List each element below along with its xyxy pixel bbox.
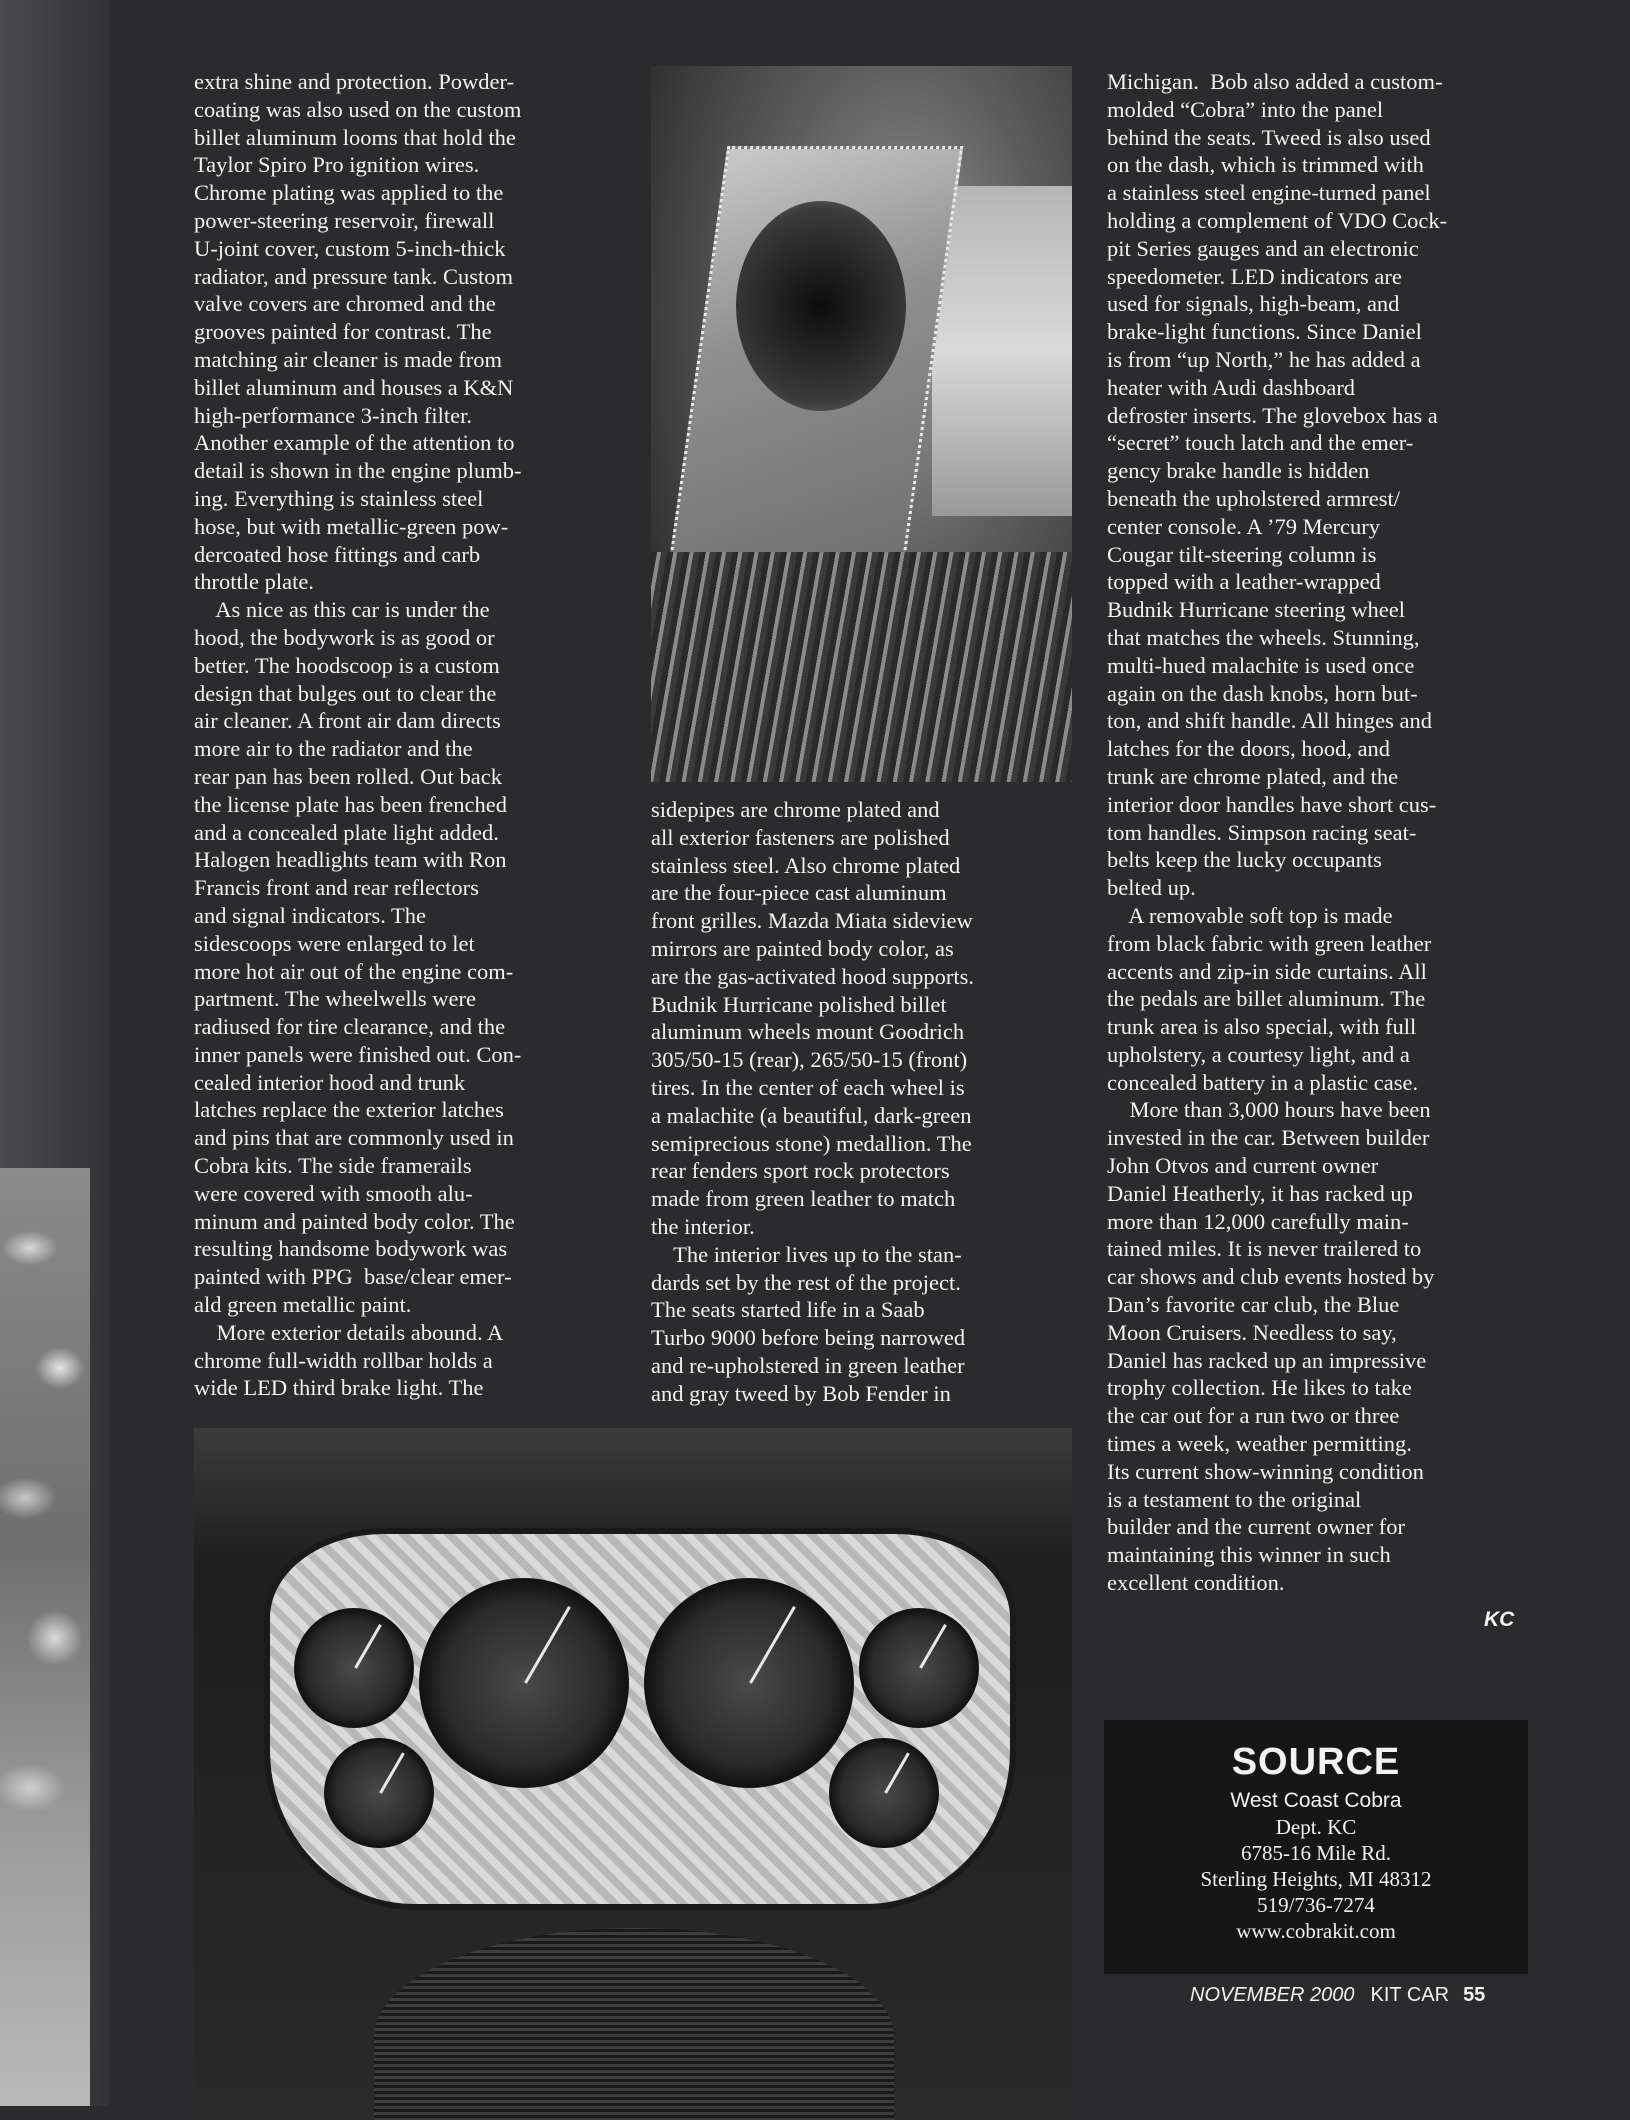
source-phone: 519/736-7274: [1257, 1893, 1375, 1917]
speaker-grille: [374, 1928, 894, 2120]
source-sidebar: [1104, 1720, 1528, 1974]
article-end-mark: KC: [1484, 1608, 1515, 1631]
source-web: www.cobrakit.com: [1236, 1919, 1396, 1943]
engine-hood-photo: [651, 66, 1072, 782]
water-temp-gauge-icon: [829, 1738, 939, 1848]
oil-pressure-gauge-icon: [859, 1608, 979, 1728]
source-city: Sterling Heights, MI 48312: [1200, 1867, 1432, 1891]
engine-bay: [651, 552, 1072, 782]
article-column-middle: sidepipes are chrome plated and all exterior fasteners are polished stainless steel. Also chrome plated are the four-piece cast aluminum front grilles. Mazda Miata sideview mirrors are painted body color, as are the gas-activated hood supports. Budnik Hurricane polished billet aluminum wheels mount Goodrich 305/50-15 (rear), 265/50-15 (front) tires. In the center of each wheel is a malachite (a beautiful, dark-green semiprecious stone) medallion. The rear fenders sport rock protectors made from green leather to match the interior. The interior lives up to the stan- dards set by the rest of the project. The seats started life in a Saab Turbo 9000 before being narrowed and re-upholstered in green leather and gray tweed by Bob Fender in: [651, 797, 975, 1406]
article-column-right: Michigan. Bob also added a custom- molded “Cobra” into the panel behind the seats. Tweed is also used on the dash, which is trimmed with a stainless steel engine-turned panel holding a complement of VDO Cock- pit Series gauges and an electronic speedometer. LED indicators are used for signals, high-beam, and brake-light functions. Since Daniel is from “up North,” he has added a heater with Audi dashboard defroster inserts. The glovebox has a “secret” touch latch and the emer- gency brake handle is hidden beneath the upholstered armrest/ center console. A ’79 Mercury Cougar tilt-steering column is topped with a leather-wrapped Budnik Hurricane steering wheel that matches the wheels. Stunning, multi-hued malachite is used once again on the dash knobs, horn but- ton, and shift handle. All hinges and latches for the doors, hood, and trunk are chrome plated, and the interior door handles have short cus- tom handles. Simpson racing seat- belts keep the lucky occupants belted up. A removable soft top is made from black fabric with green leather accents and zip-in side curtains. All the pedals are billet aluminum. The trunk area is also special, with full upholstery, a courtesy light, and a concealed battery in a plastic case. More than 3,000 hours have been invested in the car. Between builder John Otvos and current owner Daniel Heatherly, it has racked up more than 12,000 carefully main- tained miles. It is never trailered to car shows and club events hosted by Dan’s favorite car club, the Blue Moon Cruisers. Needless to say, Daniel has racked up an impressive trophy collection. He likes to take the car out for a run two or three times a week, weather permitting. Its current show-winning condition is a testament to the original builder and the current owner for maintaining this winner in such excellent condition.: [1107, 69, 1448, 1596]
footer-magazine: KIT CAR: [1370, 1984, 1450, 2006]
footer-issue: NOVEMBER 2000: [1190, 1984, 1355, 2006]
dashboard-photo: [194, 1428, 1072, 2120]
tachometer-icon: [644, 1578, 854, 1788]
hood-scoop: [736, 201, 906, 411]
source-title: SOURCE: [1231, 1741, 1401, 1783]
page-footer: [1190, 1984, 1485, 2007]
article-column-left: extra shine and protection. Powder- coating was also used on the custom billet aluminum looms that hold the Taylor Spiro Pro ignition wires. Chrome plating was applied to the power-steering reservoir, firewall U-joint cover, custom 5-inch-thick radiator, and pressure tank. Custom valve covers are chromed and the grooves painted for contrast. The matching air cleaner is made from billet aluminum and houses a K&N high-performance 3-inch filter. Another example of the attention to detail is shown in the engine plumb- ing. Everything is stainless steel hose, but with metallic-green pow- dercoated hose fittings and carb throttle plate. As nice as this car is under the hood, the bodywork is as good or better. The hoodscoop is a custom design that bulges out to clear the air cleaner. A front air dam directs more air to the radiator and the rear pan has been rolled. Out back the license plate has been frenched and a concealed plate light added. Halogen headlights team with Ron Francis front and rear reflectors and signal indicators. The sidescoops were enlarged to let more hot air out of the engine com- partment. The wheelwells were radiused for tire clearance, and the inner panels were finished out. Con- cealed interior hood and trunk latches replace the exterior latches and pins that are commonly used in Cobra kits. The side framerails were covered with smooth alu- minum and painted body color. The resulting handsome bodywork was painted with PPG base/clear emer- ald green metallic paint. More exterior details abound. A chrome full-width rollbar holds a wide LED third brake light. The: [194, 69, 522, 1401]
photo-background: [932, 186, 1072, 516]
footer-page-number: 55: [1463, 1984, 1486, 2006]
rock-photo-strip: [0, 1168, 90, 2106]
source-street: 6785-16 Mile Rd.: [1241, 1841, 1391, 1865]
voltmeter-icon: [324, 1738, 434, 1848]
speedometer-icon: [419, 1578, 629, 1788]
source-dept: Dept. KC: [1275, 1815, 1357, 1839]
fuel-gauge-icon: [294, 1608, 414, 1728]
source-company: West Coast Cobra: [1230, 1789, 1402, 1812]
